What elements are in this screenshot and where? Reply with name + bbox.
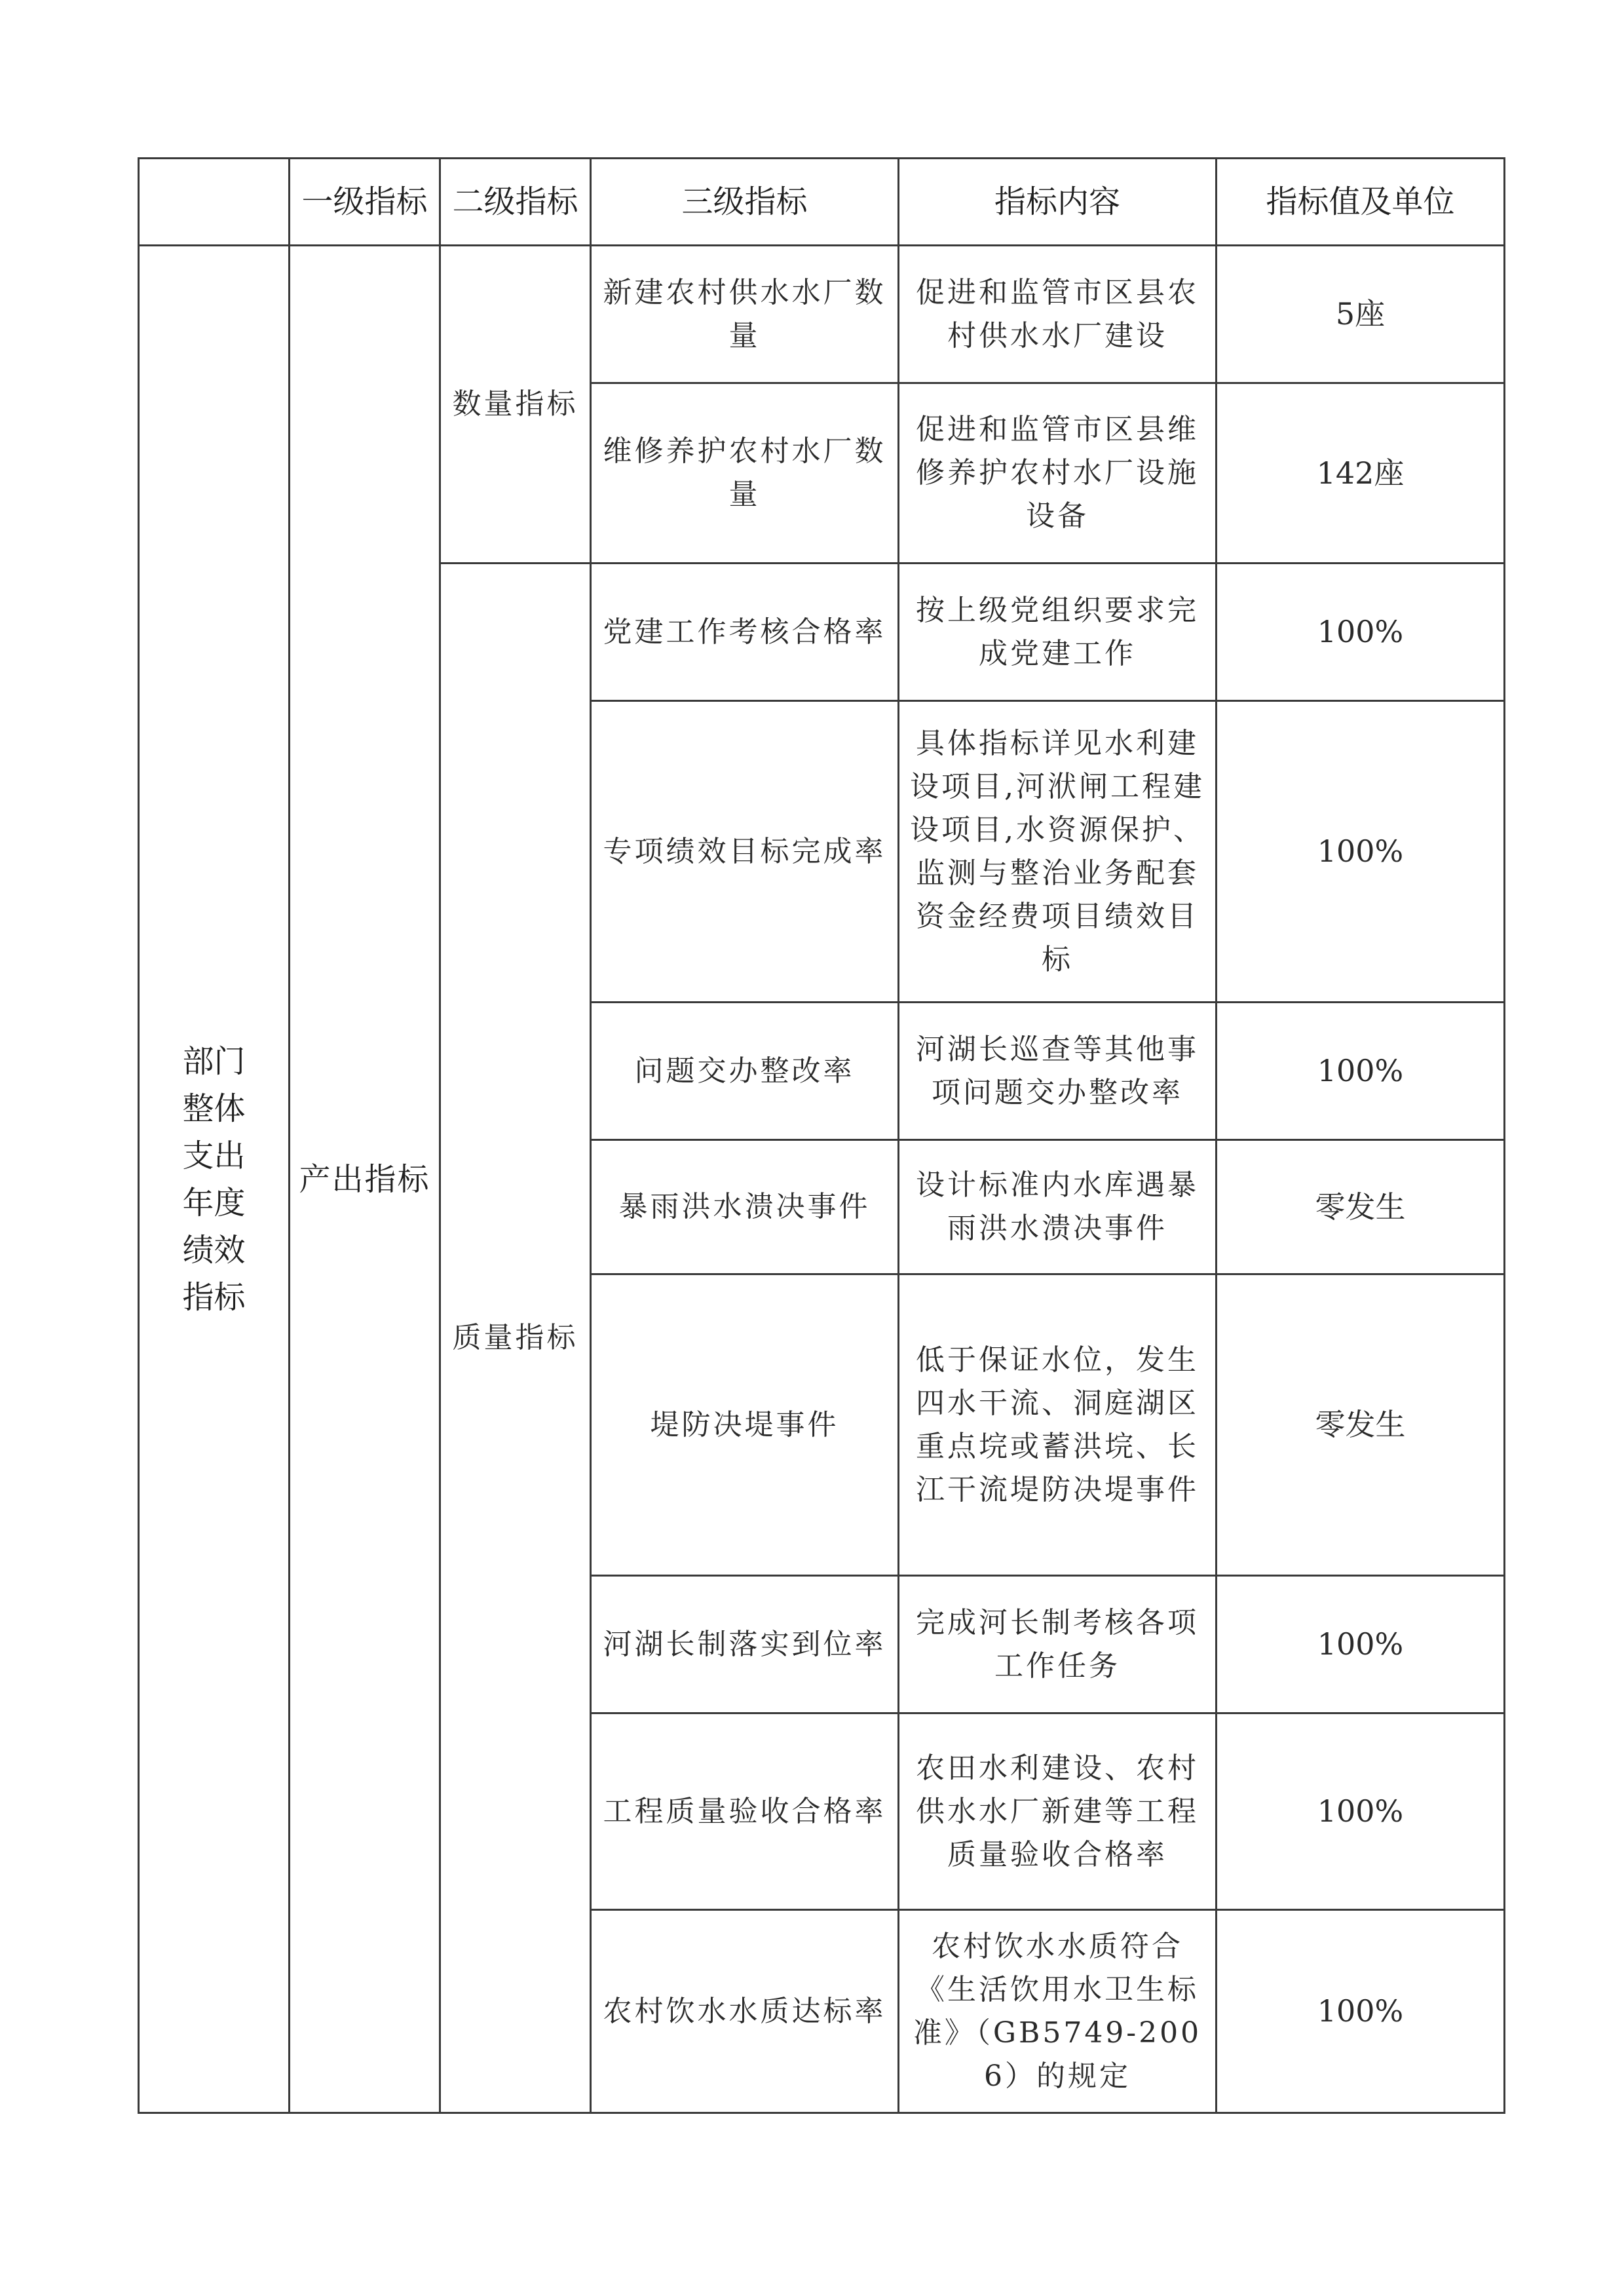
content-cell: 促进和监管市区县维修养护农村水厂设施设备	[899, 383, 1217, 564]
value-cell: 100%	[1217, 1910, 1505, 2113]
level3-cell: 堤防决堤事件	[591, 1274, 899, 1576]
header-value: 指标值及单位	[1217, 159, 1505, 246]
value-cell: 100%	[1217, 1713, 1505, 1910]
content-cell: 按上级党组织要求完成党建工作	[899, 564, 1217, 701]
value-cell: 142座	[1217, 383, 1505, 564]
value-cell: 100%	[1217, 1003, 1505, 1140]
header-level1: 一级指标	[290, 159, 440, 246]
header-content: 指标内容	[899, 159, 1217, 246]
value-cell: 零发生	[1217, 1274, 1505, 1576]
content-cell: 具体指标详见水利建设项目,河洑闸工程建设项目,水资源保护、监测与整治业务配套资金经费项目绩效目标	[899, 701, 1217, 1003]
level3-cell: 暴雨洪水溃决事件	[591, 1140, 899, 1274]
performance-indicator-table	[138, 157, 1505, 2114]
header-blank	[139, 159, 290, 246]
value-cell: 100%	[1217, 564, 1505, 701]
level3-cell: 问题交办整改率	[591, 1003, 899, 1140]
header-level3: 三级指标	[591, 159, 899, 246]
level2-cell-quality: 质量指标	[440, 564, 591, 2113]
content-cell: 农田水利建设、农村供水水厂新建等工程质量验收合格率	[899, 1713, 1217, 1910]
content-cell: 低于保证水位，发生四水干流、洞庭湖区重点垸或蓄洪垸、长江干流堤防决堤事件	[899, 1274, 1217, 1576]
content-cell: 河湖长巡查等其他事项问题交办整改率	[899, 1003, 1217, 1140]
value-cell: 100%	[1217, 701, 1505, 1003]
content-cell: 促进和监管市区县农村供水水厂建设	[899, 246, 1217, 383]
content-cell: 设计标准内水库遇暴雨洪水溃决事件	[899, 1140, 1217, 1274]
row-label-cell	[139, 246, 290, 2113]
level3-cell: 专项绩效目标完成率	[591, 701, 899, 1003]
level3-cell: 农村饮水水质达标率	[591, 1910, 899, 2113]
level3-cell: 维修养护农村水厂数量	[591, 383, 899, 564]
table-row	[139, 246, 1505, 383]
content-cell: 农村饮水水质符合《生活饮用水卫生标准》（GB5749-2006）的规定	[899, 1910, 1217, 2113]
level2-cell-quantity: 数量指标	[440, 246, 591, 564]
value-cell: 零发生	[1217, 1140, 1505, 1274]
level1-cell: 产出指标	[290, 246, 440, 2113]
table-header-row	[139, 159, 1505, 246]
row-label: 部门 整体 支出 年度 绩效 指标	[182, 1043, 246, 1316]
level3-cell: 新建农村供水水厂数量	[591, 246, 899, 383]
level3-cell: 河湖长制落实到位率	[591, 1576, 899, 1713]
content-cell: 完成河长制考核各项工作任务	[899, 1576, 1217, 1713]
value-cell: 5座	[1217, 246, 1505, 383]
value-cell: 100%	[1217, 1576, 1505, 1713]
level3-cell: 工程质量验收合格率	[591, 1713, 899, 1910]
level3-cell: 党建工作考核合格率	[591, 564, 899, 701]
header-level2: 二级指标	[440, 159, 591, 246]
